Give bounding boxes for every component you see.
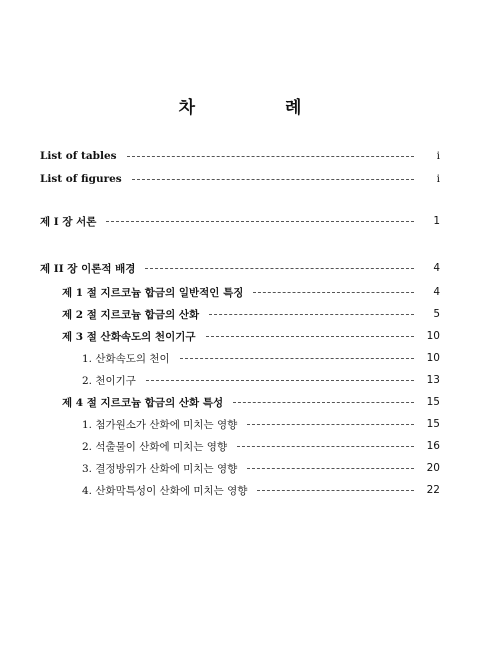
toc-entry-label: List of figures [40, 173, 122, 185]
dot-leader [132, 179, 414, 180]
toc-page-number: 10 [426, 330, 440, 342]
toc-entry-section-2-1[interactable] [62, 284, 440, 300]
toc-page-number: 13 [426, 374, 440, 386]
toc-entry-label: 1. 첨가원소가 산화에 미치는 영향 [82, 418, 238, 431]
toc-page-number: 4 [433, 262, 440, 274]
dot-leader [146, 380, 414, 381]
dot-leader [257, 490, 414, 491]
toc-entry-subsection-2-4-2[interactable] [82, 438, 440, 454]
toc-page-number: 15 [426, 396, 440, 408]
toc-entry-section-2-3[interactable] [62, 328, 440, 344]
toc-page-number: 4 [433, 286, 440, 298]
toc-page-number: 1 [433, 215, 440, 227]
toc-page-number: i [436, 150, 440, 162]
dot-leader [237, 446, 414, 447]
toc-entry-subsection-2-4-4[interactable] [82, 482, 440, 498]
toc-entry-subsection-2-4-1[interactable] [82, 416, 440, 432]
toc-entry-subsection-2-4-3[interactable] [82, 460, 440, 476]
toc-page-number: i [436, 173, 440, 185]
toc-entry-list-of-figures[interactable] [40, 171, 440, 187]
page-title: 차 례 [178, 98, 344, 118]
toc-entry-section-2-2[interactable] [62, 306, 440, 322]
toc-page-number: 5 [433, 308, 440, 320]
toc-entry-label: 제 3 절 산화속도의 천이기구 [62, 330, 196, 343]
dot-leader [145, 268, 414, 269]
toc-entry-subsection-2-3-1[interactable] [82, 350, 440, 366]
toc-page-number: 20 [426, 462, 440, 474]
toc-entry-subsection-2-3-2[interactable] [82, 372, 440, 388]
toc-page-number: 10 [426, 352, 440, 364]
toc-entry-label: 3. 결정방위가 산화에 미치는 영향 [82, 462, 238, 475]
toc-entry-label: 제 4 절 지르코늄 합금의 산화 특성 [62, 396, 224, 409]
dot-leader [247, 468, 414, 469]
toc-entry-chapter-2[interactable] [40, 260, 440, 276]
dot-leader [253, 292, 414, 293]
toc-entry-label: 제 2 절 지르코늄 합금의 산화 [62, 308, 200, 321]
dot-leader [206, 336, 414, 337]
toc-entry-label: 제 I 장 서론 [40, 215, 97, 228]
toc-entry-label: List of tables [40, 150, 117, 162]
dot-leader [233, 402, 414, 403]
dot-leader [180, 358, 414, 359]
toc-entry-label: 제 II 장 이론적 배경 [40, 262, 136, 275]
dot-leader [247, 424, 414, 425]
dot-leader [209, 314, 414, 315]
toc-entry-label: 2. 석출물이 산화에 미치는 영향 [82, 440, 228, 453]
dot-leader [106, 221, 414, 222]
toc-page-number: 15 [426, 418, 440, 430]
toc-entry-chapter-1[interactable] [40, 213, 440, 229]
toc-entry-list-of-tables[interactable] [40, 148, 440, 164]
toc-entry-label: 4. 산화막특성이 산화에 미치는 영향 [82, 484, 248, 497]
dot-leader [127, 156, 414, 157]
toc-entry-label: 2. 천이기구 [82, 374, 136, 387]
toc-page-number: 22 [426, 484, 440, 496]
toc-entry-label: 1. 산화속도의 천이 [82, 352, 170, 365]
toc-entry-section-2-4[interactable] [62, 394, 440, 410]
toc-page-number: 16 [426, 440, 440, 452]
toc-entry-label: 제 1 절 지르코늄 합금의 일반적인 특징 [62, 286, 244, 299]
